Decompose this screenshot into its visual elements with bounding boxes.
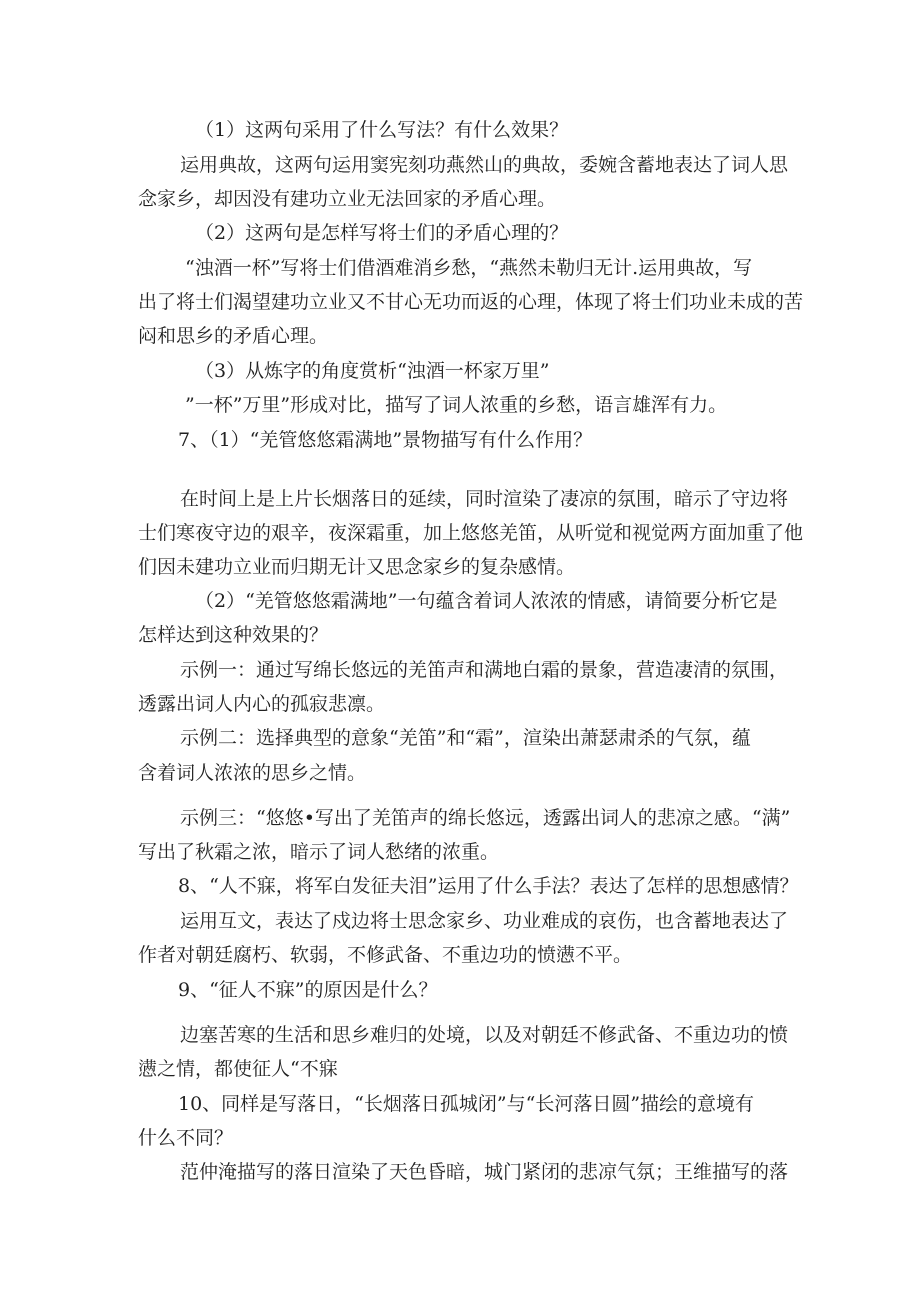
example-3-line-2: 写出了秋霜之浓，暗示了词人愁绪的浓重。 <box>138 841 500 863</box>
question-7-2-line-1: （2）“羌管悠悠霜满地”一句蕴含着词人浓浓的情感，请简要分析它是 <box>195 590 778 612</box>
answer-2-line-2: 出了将士们渴望建功立业又不甘心无功而返的心理，体现了将士们功业未成的苦 <box>138 291 804 313</box>
answer-7-1-line-2: 士们寒夜守边的艰辛，夜深霜重，加上悠悠羌笛，从听觉和视觉两方面加重了他 <box>138 522 804 544</box>
question-7-2-line-2: 怎样达到这种效果的？ <box>138 624 329 646</box>
answer-9-line-2: 懑之情，都使征人“不寐 <box>138 1058 338 1080</box>
question-1-subtitle: （1）这两句采用了什么写法？有什么效果？ <box>195 119 569 141</box>
example-2-line-1: 示例二：选择典型的意象“羌笛”和“霜”，渲染出萧瑟肃杀的气氛，蕴 <box>180 727 751 749</box>
answer-1-line-1: 运用典故，这两句运用窦宪刻功燕然山的典故，委婉含蓄地表达了词人思 <box>180 154 789 176</box>
answer-10-line-1: 范仲淹描写的落日渲染了天色昏暗，城门紧闭的悲凉气氛；王维描写的落 <box>180 1161 789 1183</box>
answer-7-1-line-1: 在时间上是上片长烟落日的延续，同时渲染了凄凉的氛围，暗示了守边将 <box>180 488 789 510</box>
answer-2-line-1: “浊酒一杯”写将士们借酒难消乡愁，“燕然未勒归无计.运用典故，写 <box>185 257 753 279</box>
example-1-line-2: 透露出词人内心的孤寂悲凛。 <box>138 693 386 715</box>
answer-1-line-2: 念家乡，却因没有建功立业无法回家的矛盾心理。 <box>138 188 557 210</box>
example-1-line-1: 示例一：通过写绵长悠远的羌笛声和满地白霜的景象，营造凄清的氛围， <box>180 659 789 681</box>
question-10-line-2: 什么不同？ <box>138 1127 234 1149</box>
answer-3-line-1: ”一杯”万里”形成对比，描写了词人浓重的乡愁，语言雄浑有力。 <box>185 394 728 416</box>
question-7-title: 7、（1）“羌管悠悠霜满地”景物描写有什么作用？ <box>178 429 593 451</box>
example-2-line-2: 含着词人浓浓的思乡之情。 <box>138 762 367 784</box>
question-2-subtitle: （2）这两句是怎样写将士们的矛盾心理的？ <box>195 222 569 244</box>
answer-7-1-line-3: 们因未建功立业而归期无计又思念家乡的复杂感情。 <box>138 556 576 578</box>
question-3-subtitle: （3）从炼字的角度赏析“浊酒一杯家万里” <box>195 360 550 382</box>
question-8-title: 8、“人不寐，将军白发征夫泪”运用了什么手法？表达了怎样的思想感情？ <box>178 875 799 897</box>
answer-9-line-1: 边塞苦寒的生活和思乡难归的处境，以及对朝廷不修武备、不重边功的愤 <box>180 1024 789 1046</box>
question-9-title: 9、“征人不寐”的原因是什么？ <box>178 979 438 1001</box>
answer-8-line-1: 运用互文，表达了戍边将士思念家乡、功业难成的哀伤，也含蓄地表达了 <box>180 910 789 932</box>
question-10-line-1: 10、同样是写落日，“长烟落日孤城闭”与“长河落日圆”描绘的意境有 <box>178 1093 755 1115</box>
answer-8-line-2: 作者对朝廷腐朽、软弱，不修武备、不重边功的愤懑不平。 <box>138 944 633 966</box>
example-3-line-1: 示例三：“悠悠•写出了羌笛声的绵长悠远，透露出词人的悲凉之感。“满” <box>180 807 791 829</box>
answer-2-line-3: 闷和思乡的矛盾心理。 <box>138 325 329 347</box>
